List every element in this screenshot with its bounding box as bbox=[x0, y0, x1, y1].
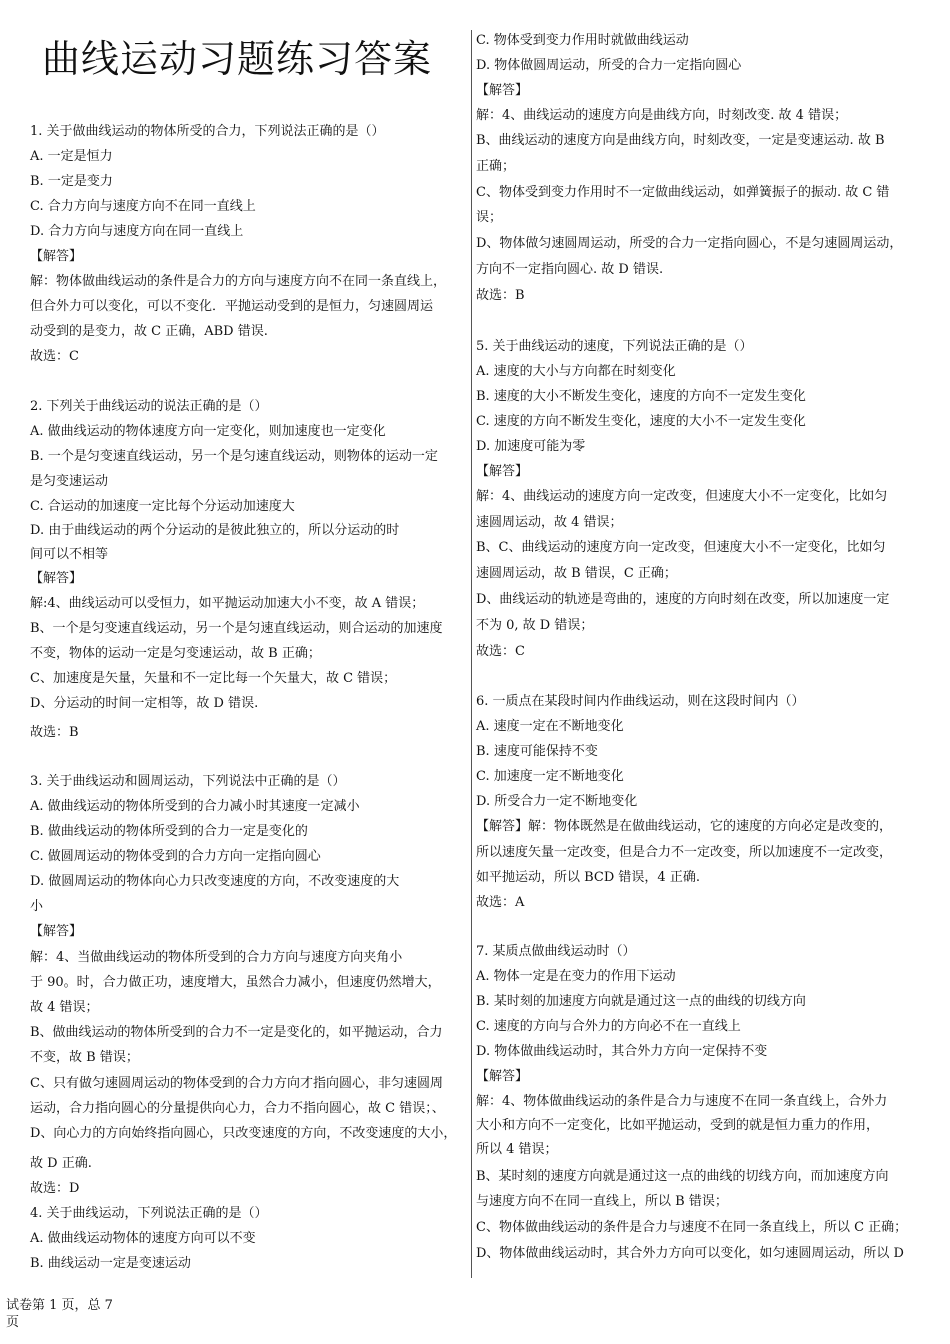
text-line: 于 90。时，合力做正功，速度增大，虽然合力减小，但速度仍然增大， bbox=[30, 975, 441, 990]
text-line: C、物体做曲线运动的条件是合力与速度不在同一条直线上，所以 C 正确； bbox=[476, 1220, 908, 1235]
text-line: D、分运动的时间一定相等，故 D 错误. bbox=[30, 696, 259, 711]
text-line: 小 bbox=[30, 899, 44, 914]
text-line: 故选：C bbox=[30, 349, 79, 364]
text-line: A. 做曲线运动物体的速度方向可以不变 bbox=[30, 1231, 256, 1246]
text-line: B、曲线运动的速度方向是曲线方向，时刻改变，一定是变速运动. 故 B bbox=[476, 133, 885, 148]
text-line: A. 物体一定是在变力的作用下运动 bbox=[476, 969, 676, 984]
text-line: 7. 某质点做曲线运动时（） bbox=[476, 944, 636, 959]
text-line: C. 做圆周运动的物体受到的合力方向一定指向圆心 bbox=[30, 849, 321, 864]
text-line: 3. 关于曲线运动和圆周运动，下列说法中正确的是（） bbox=[30, 774, 346, 789]
text-line: 故选：D bbox=[30, 1181, 80, 1196]
text-line: C. 速度的方向与合外力的方向必不在一直线上 bbox=[476, 1019, 741, 1034]
text-line: 运动，合力指向圆心的分量提供向心力，合力不指向圆心，故 C 错误；、 bbox=[30, 1101, 445, 1116]
page-footer: 试卷第 1 页，总 7 页 bbox=[6, 1298, 113, 1330]
text-line: A. 做曲线运动的物体速度方向一定变化，则加速度也一定变化 bbox=[30, 424, 386, 439]
text-line: B、一个是匀变速直线运动，另一个是匀速直线运动，则合运动的加速度 bbox=[30, 621, 443, 636]
text-line: C、只有做匀速圆周运动的物体受到的合力方向才指向圆心，非匀速圆周 bbox=[30, 1076, 443, 1091]
text-line: 故选：C bbox=[476, 644, 525, 659]
text-line: 动受到的是变力，故 C 正确，ABD 错误. bbox=[30, 324, 268, 339]
text-line: 速圆周运动，故 B 错误，C 正确； bbox=[476, 566, 677, 581]
text-line: A. 做曲线运动的物体所受到的合力减小时其速度一定减小 bbox=[30, 799, 360, 814]
text-line: 【解答】 bbox=[30, 924, 83, 939]
text-line: A. 速度一定在不断地变化 bbox=[476, 719, 624, 734]
text-line: 【解答】 bbox=[30, 249, 83, 264]
text-line: B. 一定是变力 bbox=[30, 174, 113, 189]
text-line: D、向心力的方向始终指向圆心，只改变速度的方向，不改变速度的大小， bbox=[30, 1126, 457, 1141]
text-line: 故 D 正确. bbox=[30, 1156, 92, 1171]
left-column bbox=[30, 0, 470, 1290]
text-line: 与速度方向不在同一直线上，所以 B 错误； bbox=[476, 1194, 728, 1209]
text-line: 不变，故 B 错误； bbox=[30, 1050, 139, 1065]
text-line: D、曲线运动的轨迹是弯曲的，速度的方向时刻在改变，所以加速度一定 bbox=[476, 592, 890, 607]
text-line: C. 合运动的加速度一定比每个分运动加速度大 bbox=[30, 499, 295, 514]
text-line: 2. 下列关于曲线运动的说法正确的是（） bbox=[30, 399, 268, 414]
text-line: 【解答】 bbox=[476, 1069, 529, 1084]
text-line: C. 合力方向与速度方向不在同一直线上 bbox=[30, 199, 256, 214]
text-line: A. 一定是恒力 bbox=[30, 149, 113, 164]
text-line: 但合外力可以变化，可以不变化．平抛运动受到的是恒力，匀速圆周运 bbox=[30, 299, 434, 314]
text-line: 故选：B bbox=[30, 725, 79, 740]
text-line: B. 曲线运动一定是变速运动 bbox=[30, 1256, 191, 1271]
text-line: 4. 关于曲线运动，下列说法正确的是（） bbox=[30, 1206, 268, 1221]
right-column bbox=[476, 0, 926, 1290]
text-line: B、做曲线运动的物体所受到的合力不一定是变化的，如平抛运动，合力 bbox=[30, 1025, 443, 1040]
text-line: 解：物体做曲线运动的条件是合力的方向与速度方向不在同一条直线上， bbox=[30, 274, 447, 289]
text-line: 解：4、当做曲线运动的物体所受到的合力方向与速度方向夹角小 bbox=[30, 950, 403, 965]
text-line: D. 所受合力一定不断地变化 bbox=[476, 794, 638, 809]
text-line: B. 速度的大小不断发生变化，速度的方向不一定发生变化 bbox=[476, 389, 806, 404]
document-title: 曲线运动习题练习答案 bbox=[42, 37, 433, 81]
text-line: 所以速度矢量一定改变，但是合力不一定改变，所以加速度不一定改变， bbox=[476, 845, 893, 860]
text-line: 间可以不相等 bbox=[30, 547, 109, 562]
text-line: 方向不一定指向圆心. 故 D 错误. bbox=[476, 262, 664, 277]
text-line: D. 做圆周运动的物体向心力只改变速度的方向，不改变速度的大 bbox=[30, 874, 400, 889]
text-line: 【解答】 bbox=[30, 571, 83, 586]
text-line: D. 物体做圆周运动，所受的合力一定指向圆心 bbox=[476, 58, 742, 73]
text-line: 故 4 错误； bbox=[30, 1000, 99, 1015]
text-line: 不为 0, 故 D 错误； bbox=[476, 618, 594, 633]
text-line: 解：4、曲线运动的速度方向是曲线方向，时刻改变. 故 4 错误； bbox=[476, 108, 848, 123]
text-line: 6. 一质点在某段时间内作曲线运动，则在这段时间内（） bbox=[476, 694, 805, 709]
text-line: D. 合力方向与速度方向在同一直线上 bbox=[30, 224, 244, 239]
text-line: 5. 关于曲线运动的速度，下列说法正确的是（） bbox=[476, 339, 753, 354]
text-line: 故选：A bbox=[476, 895, 525, 910]
text-line: 解:4、曲线运动可以受恒力，如平抛运动加速大小不变，故 A 错误； bbox=[30, 596, 425, 611]
text-line: C. 加速度一定不断地变化 bbox=[476, 769, 624, 784]
text-line: 【解答】解：物体既然是在做曲线运动，它的速度的方向必定是改变的， bbox=[476, 819, 893, 834]
text-line: B、C、曲线运动的速度方向一定改变，但速度大小不一定变化，比如匀 bbox=[476, 540, 886, 555]
text-line: 正确； bbox=[476, 159, 516, 174]
text-line: B. 速度可能保持不变 bbox=[476, 744, 598, 759]
text-line: D. 物体做曲线运动时，其合外力方向一定保持不变 bbox=[476, 1044, 768, 1059]
text-line: 速圆周运动，故 4 错误； bbox=[476, 515, 623, 530]
column-divider bbox=[471, 30, 472, 1278]
text-line: 是匀变速运动 bbox=[30, 474, 109, 489]
text-line: 如平抛运动，所以 BCD 错误，4 正确. bbox=[476, 870, 700, 885]
text-line: 1. 关于做曲线运动的物体所受的合力，下列说法正确的是（） bbox=[30, 124, 385, 139]
text-line: 故选：B bbox=[476, 288, 525, 303]
text-line: D、物体做匀速圆周运动，所受的合力一定指向圆心，不是匀速圆周运动， bbox=[476, 236, 903, 251]
text-line: 误； bbox=[476, 210, 503, 225]
text-line: D、物体做曲线运动时，其合外力方向可以变化，如匀速圆周运动，所以 D bbox=[476, 1246, 904, 1261]
text-line: C、加速度是矢量，矢量和不一定比每一个矢量大，故 C 错误； bbox=[30, 671, 397, 686]
text-line: 不变，物体的运动一定是匀变速运动，故 B 正确； bbox=[30, 646, 321, 661]
text-line: D. 加速度可能为零 bbox=[476, 439, 586, 454]
text-line: 【解答】 bbox=[476, 464, 529, 479]
text-line: A. 速度的大小与方向都在时刻变化 bbox=[476, 364, 676, 379]
text-line: 【解答】 bbox=[476, 83, 529, 98]
text-line: B. 做曲线运动的物体所受到的合力一定是变化的 bbox=[30, 824, 308, 839]
text-line: 解：4、曲线运动的速度方向一定改变，但速度大小不一定变化，比如匀 bbox=[476, 489, 888, 504]
text-line: B. 某时刻的加速度方向就是通过这一点的曲线的切线方向 bbox=[476, 994, 806, 1009]
text-line: B、某时刻的速度方向就是通过这一点的曲线的切线方向，而加速度方向 bbox=[476, 1169, 889, 1184]
text-line: B. 一个是匀变速直线运动，另一个是匀速直线运动，则物体的运动一定 bbox=[30, 449, 438, 464]
text-line: 所以 4 错误； bbox=[476, 1142, 558, 1157]
text-line: C、物体受到变力作用时不一定做曲线运动，如弹簧振子的振动. 故 C 错 bbox=[476, 185, 890, 200]
text-line: C. 物体受到变力作用时就做曲线运动 bbox=[476, 33, 689, 48]
text-line: 解：4、物体做曲线运动的条件是合力与速度不在同一条直线上，合外力 bbox=[476, 1094, 888, 1109]
text-line: C. 速度的方向不断发生变化，速度的大小不一定发生变化 bbox=[476, 414, 806, 429]
text-line: 大小和方向不一定变化，比如平抛运动，受到的就是恒力重力的作用， bbox=[476, 1118, 880, 1133]
text-line: D. 由于曲线运动的两个分运动的是彼此独立的，所以分运动的时 bbox=[30, 523, 400, 538]
